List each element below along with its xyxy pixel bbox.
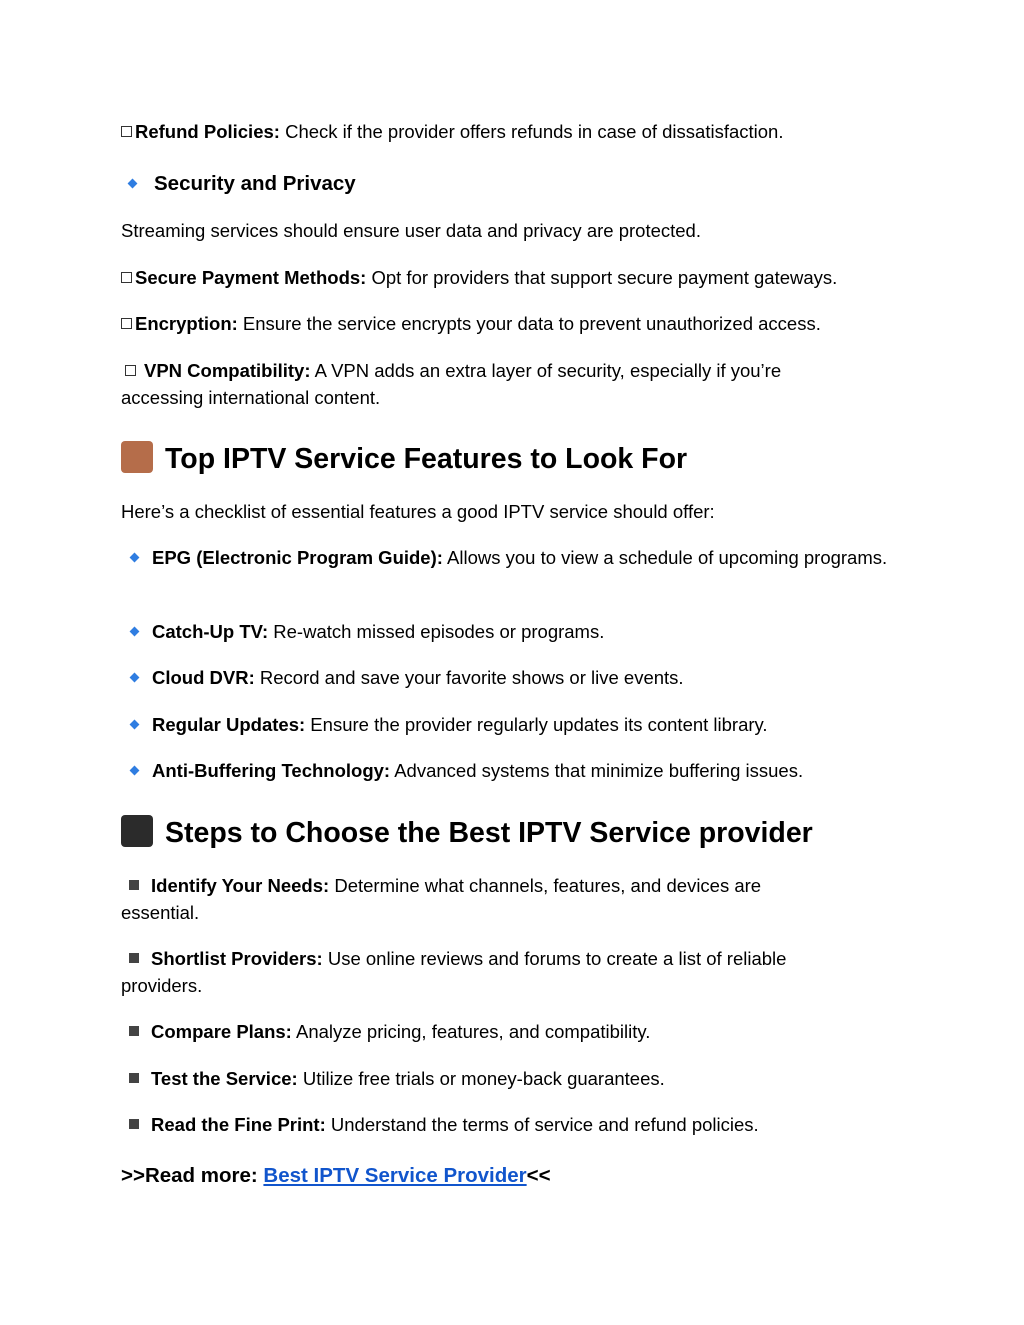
diamond-icon xyxy=(130,720,140,730)
read-more-link[interactable]: Best IPTV Service Provider xyxy=(263,1164,527,1187)
item-text: Advanced systems that minimize buffering issues. xyxy=(390,760,804,781)
item-label: Secure Payment Methods: xyxy=(135,267,367,288)
security-intro: Streaming services should ensure user data and privacy are protected. xyxy=(121,220,701,241)
read-more-prefix: >>Read more: xyxy=(121,1164,264,1187)
checkbox-icon xyxy=(121,126,132,137)
read-more-suffix: << xyxy=(526,1164,551,1187)
item-text: A VPN adds an extra layer of security, especially if you’re accessing international content. xyxy=(121,360,782,408)
refund-policies-item xyxy=(121,119,783,146)
item-label: Identify Your Needs: xyxy=(151,875,330,896)
security-item-encryption xyxy=(121,311,821,338)
step-item-shortlist xyxy=(121,946,871,999)
square-bullet-icon xyxy=(129,1073,139,1083)
item-label: Read the Fine Print: xyxy=(151,1114,326,1135)
feature-item-updates xyxy=(121,712,768,739)
steps-heading-text: Steps to Choose the Best IPTV Service provider xyxy=(165,817,813,849)
item-label: Shortlist Providers: xyxy=(151,948,323,969)
item-label: EPG (Electronic Program Guide): xyxy=(152,547,443,568)
item-text: Utilize free trials or money-back guarantees. xyxy=(297,1068,665,1089)
features-intro: Here’s a checklist of essential features a good IPTV service should offer: xyxy=(121,501,715,522)
security-item-vpn xyxy=(121,358,861,411)
item-text: Opt for providers that support secure payment gateways. xyxy=(366,267,838,288)
item-text: Record and save your favorite shows or live events. xyxy=(254,667,684,688)
step-item-needs xyxy=(121,873,841,926)
diamond-icon xyxy=(130,766,140,776)
item-text: Allows you to view a schedule of upcoming programs. xyxy=(442,547,888,568)
item-label: Anti-Buffering Technology: xyxy=(152,760,391,781)
checkbox-icon xyxy=(121,318,132,329)
security-heading-text: Security and Privacy xyxy=(154,172,356,195)
feature-item-catchup xyxy=(121,619,604,646)
item-text: Re-watch missed episodes or programs. xyxy=(268,621,605,642)
diamond-icon xyxy=(130,627,140,637)
brown-square-icon xyxy=(121,441,153,473)
square-bullet-icon xyxy=(129,953,139,963)
item-label: Test the Service: xyxy=(151,1068,298,1089)
item-label: Encryption: xyxy=(135,313,238,334)
item-text: Ensure the service encrypts your data to prevent unauthorized access. xyxy=(237,313,821,334)
item-text: Analyze pricing, features, and compatibility. xyxy=(291,1021,651,1042)
black-square-icon xyxy=(121,815,153,847)
square-bullet-icon xyxy=(129,1119,139,1129)
read-more xyxy=(121,1163,551,1190)
features-heading-text: Top IPTV Service Features to Look For xyxy=(165,443,688,475)
feature-item-dvr xyxy=(121,665,684,692)
step-item-compare xyxy=(121,1019,650,1046)
square-bullet-icon xyxy=(129,1026,139,1036)
diamond-icon xyxy=(130,673,140,683)
step-item-test xyxy=(121,1066,665,1093)
checkbox-icon xyxy=(121,272,132,283)
steps-heading xyxy=(121,815,813,851)
item-label: Regular Updates: xyxy=(152,714,306,735)
item-label: Cloud DVR: xyxy=(152,667,255,688)
item-text: Ensure the provider regularly updates its content library. xyxy=(305,714,768,735)
item-label: Catch-Up TV: xyxy=(152,621,269,642)
feature-item-epg xyxy=(121,545,891,572)
features-heading xyxy=(121,441,687,477)
item-label: VPN Compatibility: xyxy=(144,360,311,381)
item-label: Refund Policies: xyxy=(135,121,280,142)
feature-item-buffering xyxy=(121,758,803,785)
checkbox-icon xyxy=(125,365,136,376)
security-item-payment xyxy=(121,265,837,292)
item-text: Determine what channels, features, and devices are essential. xyxy=(121,875,762,923)
item-label: Compare Plans: xyxy=(151,1021,292,1042)
diamond-icon xyxy=(130,553,140,563)
step-item-fineprint xyxy=(121,1112,759,1139)
square-bullet-icon xyxy=(129,880,139,890)
item-text: Understand the terms of service and refund policies. xyxy=(325,1114,759,1135)
item-text: Check if the provider offers refunds in case of dissatisfaction. xyxy=(279,121,784,142)
security-heading xyxy=(121,170,356,198)
diamond-icon xyxy=(128,179,138,189)
item-text: Use online reviews and forums to create a list of reliable providers. xyxy=(121,948,787,996)
